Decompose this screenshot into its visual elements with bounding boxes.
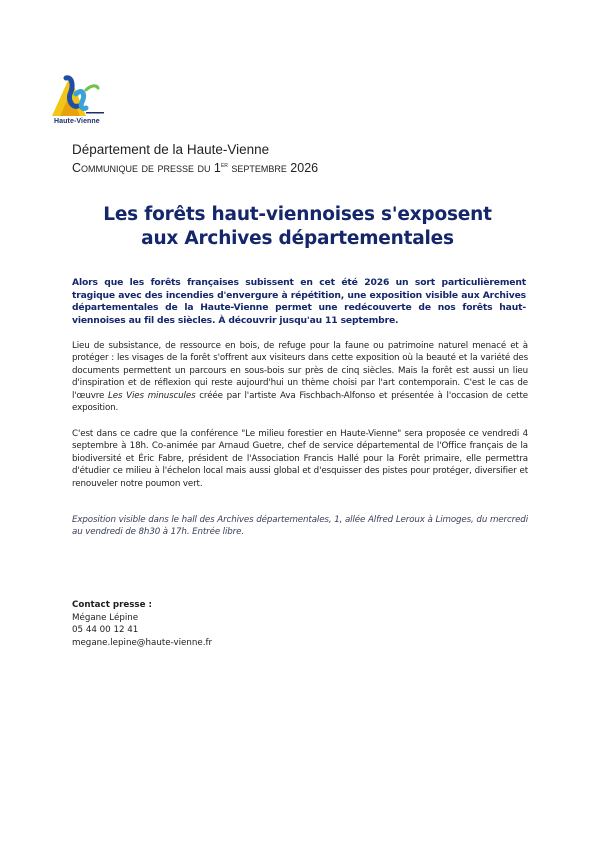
title-line-1: Les forêts haut-viennoises s'exposent: [103, 204, 492, 225]
press-release-title: [40, 203, 555, 251]
contact-email[interactable]: megane.lepine@haute-vienne.fr: [72, 637, 213, 648]
body-paragraph-2: C'est dans ce cadre que la conférence "Le milieu forestier en Haute-Vienne" sera proposée ce vendredi 4 septembre à 18h. Co-animée par Arnaud Guetre, chef de service départemental de l'Office français de la biodiversité et Éric Fabre, président de l'Association Francis Hallé pour la Forêt primaire, elle permettra d'étudier ce milieu à l'échelon local mais aussi global et d'esquisser des pistes pour protéger, diversifier et renouveler notre poumon vert.: [72, 429, 528, 489]
body-paragraph-1: Lieu de subsistance, de ressource en bois, de refuge pour la faune ou patrimoine naturel menacé et à protéger : les visages de la forêt s'offrent aux visiteurs dans cette exposition où la beauté et la variété des documents permettent un parcours en sous-bois sur près de cinq siècles. Mais la forêt est aussi un lieu d'inspiration et de réflexion qui reste aujourd'hui un thème choisi par l'art contemporain. C'est le cas de l'œuvre Les Vies minuscules créée par l'artiste Ava Fischbach-Alfonso et présentée à l'occasion de cette exposition.: [72, 341, 528, 414]
department-name: Département de la Haute-Vienne: [72, 142, 270, 157]
press-contact: [72, 599, 212, 649]
title-line-2: aux Archives départementales: [141, 228, 454, 249]
lead-paragraph: Alors que les forêts françaises subissent en cet été 2026 un sort particulièrement tragique avec des incendies d'envergure à répétition, une exposition visible aux Archives départementales de la Haute-Vienne permet une redécouverte de nos forêts haut-viennoises au fil des siècles. À découvrir jusqu'au 11 septembre.: [72, 277, 526, 326]
logo-mark-icon: [52, 72, 110, 122]
contact-name: Mégane Lépine: [72, 612, 139, 623]
exhibition-info: Exposition visible dans le hall des Archives départementales, 1, allée Alfred Leroux à Limoges, du mercredi au vendredi de 8h30 à 17h. Entrée libre.: [72, 515, 528, 538]
contact-phone: 05 44 00 12 41: [72, 625, 139, 636]
artwork-title: Les Vies minuscules: [108, 390, 196, 401]
logo-wordmark: Haute-Vienne: [54, 118, 100, 125]
communique-date: Communique de presse du 1er septembre 2026: [72, 161, 319, 175]
contact-heading: Contact presse :: [72, 600, 152, 610]
